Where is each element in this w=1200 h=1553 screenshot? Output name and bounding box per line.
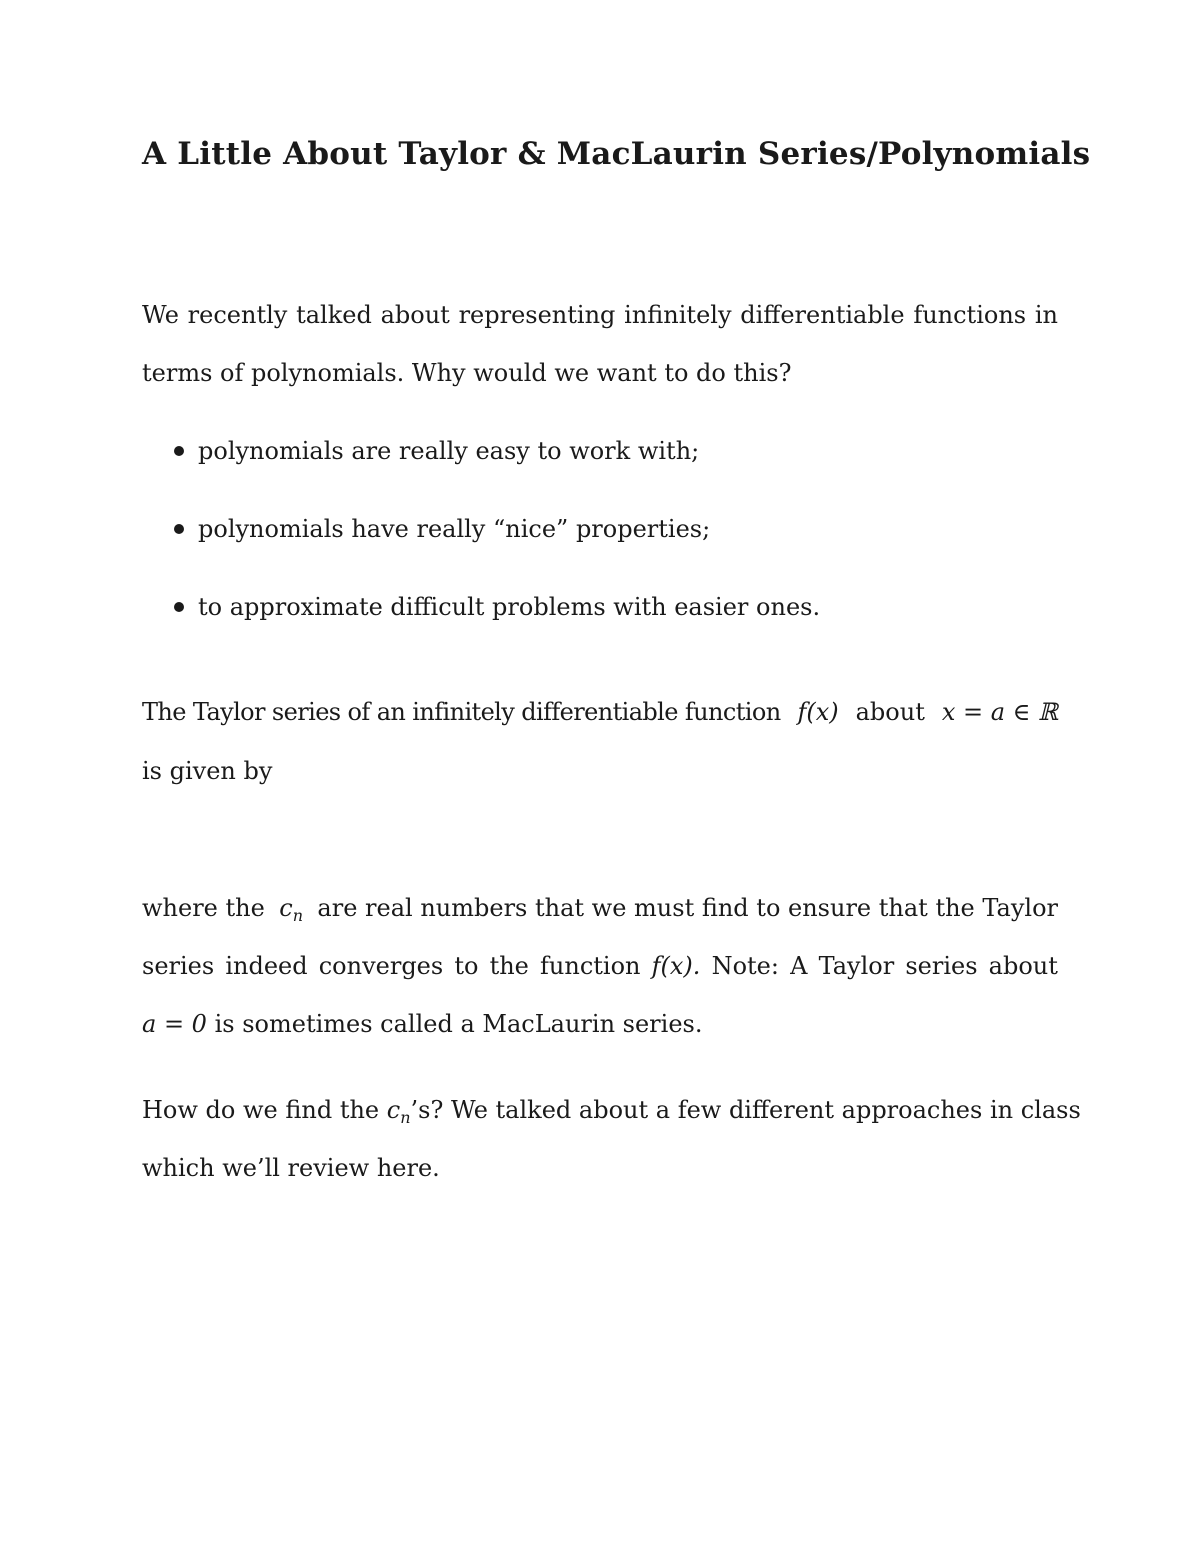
intro-line-1 — [142, 300, 1058, 330]
where-word: to — [454, 952, 479, 980]
list-item-text: polynomials are really easy to work with; — [198, 437, 700, 465]
intro-word: recently — [187, 301, 288, 329]
taylor-about: about — [855, 698, 925, 726]
intro-word: about — [380, 301, 450, 329]
note-label: Note: — [711, 952, 779, 980]
math-a-equals-0: a = 0 — [142, 1010, 207, 1038]
taylor-text: The Taylor series of an infinitely differentiable function — [142, 698, 781, 726]
where-the: where the — [142, 894, 265, 922]
how-line-1 — [142, 1095, 1081, 1133]
intro-word: representing — [458, 301, 616, 329]
where-word: function — [540, 952, 641, 980]
list-item-text: to approximate difficult problems with easier ones. — [198, 593, 821, 621]
where-line-3-rest: is sometimes called a MacLaurin series. — [214, 1010, 703, 1038]
how-line-2: which we’ll review here. — [142, 1154, 440, 1182]
math-fx: f(x) — [797, 698, 839, 726]
list-item — [174, 436, 699, 466]
math-x-equals-a: x = a ∈ ℝ — [941, 698, 1058, 726]
where-word: the — [489, 952, 529, 980]
where-line-1 — [142, 893, 1058, 931]
math-cn: $c_n$ — [386, 1096, 411, 1127]
page-title: A Little About Taylor & MacLaurin Series/Polynomials — [142, 136, 1091, 172]
taylor-line-1 — [142, 697, 1058, 727]
bullet-icon — [174, 446, 184, 456]
where-word: converges — [318, 952, 444, 980]
where-word: A — [790, 952, 808, 980]
where-word: series — [905, 952, 978, 980]
where-word: Taylor — [818, 952, 895, 980]
where-word: indeed — [225, 952, 308, 980]
intro-word: We — [142, 301, 179, 329]
where-line-3 — [142, 1009, 1058, 1039]
intro-word: talked — [296, 301, 372, 329]
list-item — [174, 592, 820, 622]
how-pre: How do we find the — [142, 1096, 380, 1124]
bullet-icon — [174, 602, 184, 612]
math-fx: f(x). — [651, 952, 701, 980]
intro-word: differentiable — [740, 301, 905, 329]
where-line-2 — [142, 951, 1058, 981]
where-line-1-rest: are real numbers that we must find to ensure that the Taylor — [317, 894, 1058, 922]
intro-line-2: terms of polynomials. Why would we want to do this? — [142, 359, 792, 387]
where-word: about — [988, 952, 1058, 980]
math-cn: $c_n$ — [279, 894, 303, 925]
list-item — [174, 514, 710, 544]
intro-word: infinitely — [624, 301, 732, 329]
intro-word: functions — [913, 301, 1027, 329]
where-word: series — [142, 952, 215, 980]
taylor-line-2: is given by — [142, 757, 273, 785]
list-item-text: polynomials have really “nice” properties; — [198, 515, 711, 543]
intro-word: in — [1034, 301, 1058, 329]
bullet-icon — [174, 524, 184, 534]
how-post: ’s? We talked about a few different approaches in class — [410, 1096, 1081, 1124]
